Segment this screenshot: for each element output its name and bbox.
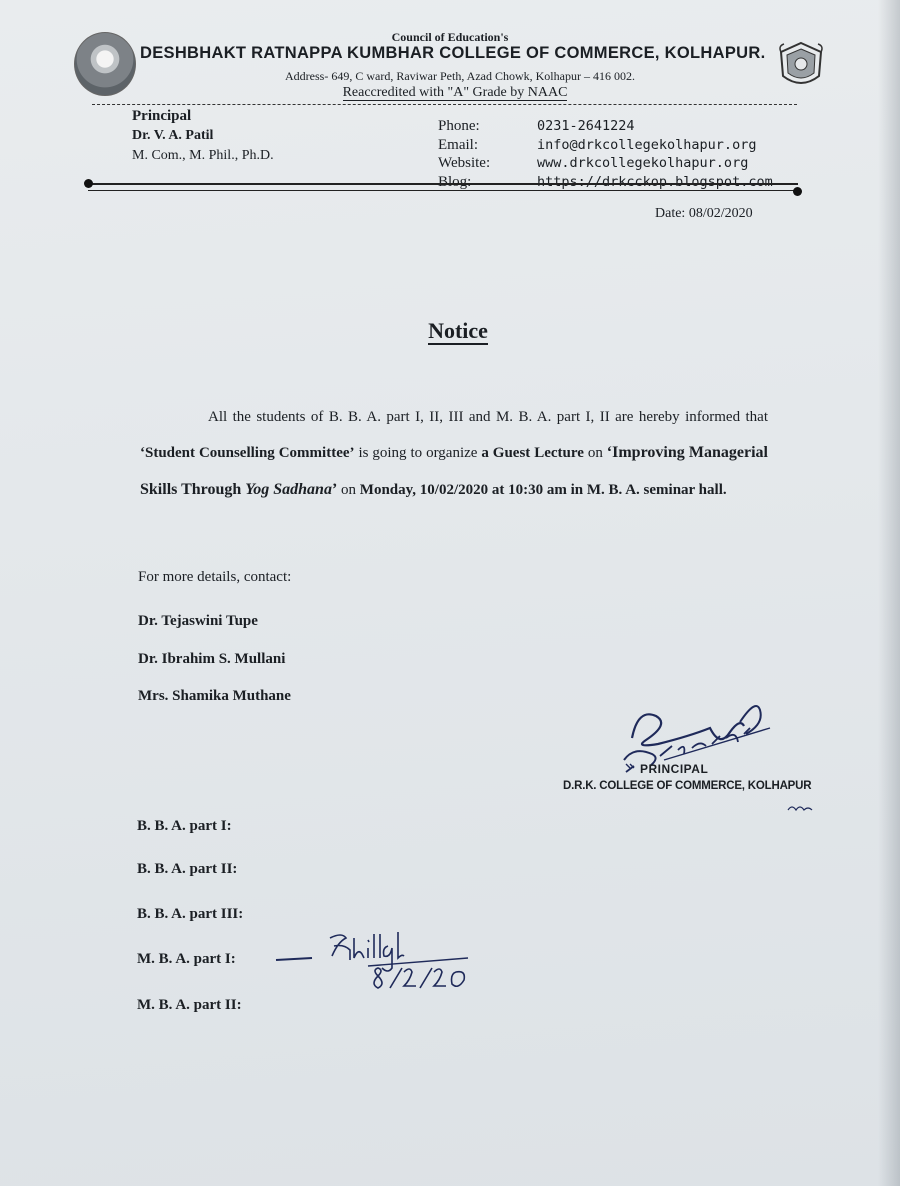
class-acknowledgement: B. B. A. part III: xyxy=(137,906,244,922)
handwritten-acknowledgement-icon xyxy=(272,924,492,994)
body-part-3: on xyxy=(583,445,607,462)
phone-row xyxy=(438,117,773,136)
committee-name: ‘Student Counselling Committee’ xyxy=(140,445,355,462)
email-value: info@drkcollegekolhapur.org xyxy=(537,136,757,153)
class-acknowledgement: M. B. A. part II: xyxy=(137,997,242,1013)
topic-part-a: ‘Improving Managerial Skills Through xyxy=(140,444,768,498)
class-acknowledgement: M. B. A. part I: xyxy=(137,951,236,967)
topic-part-b: Yog Sadhana xyxy=(245,480,332,498)
class-acknowledgement: B. B. A. part I: xyxy=(137,818,232,834)
rule-end-dot-left xyxy=(84,179,93,188)
contact-block xyxy=(438,117,773,191)
principal-stamp-title: PRINCIPAL xyxy=(640,762,709,776)
header-dashed-divider xyxy=(92,104,797,105)
college-name: DESHBHAKT RATNAPPA KUMBHAR COLLEGE OF COMMERCE, KOLHAPUR. xyxy=(140,44,766,62)
contact-person: Dr. Ibrahim S. Mullani xyxy=(138,651,286,667)
email-label: Email: xyxy=(438,136,478,153)
blog-label: Blog: xyxy=(438,173,472,190)
notice-date: Date: 08/02/2020 xyxy=(655,206,753,221)
principal-qualifications: M. Com., M. Phil., Ph.D. xyxy=(132,148,274,163)
email-row xyxy=(438,136,773,155)
website-label: Website: xyxy=(438,155,491,171)
notice-title-text: Notice xyxy=(428,318,488,343)
college-address: Address- 649, C ward, Raviwar Peth, Azad Chowk, Kolhapur – 416 002. xyxy=(285,69,635,83)
principal-title: Principal xyxy=(132,108,192,124)
class-acknowledgement: B. B. A. part II: xyxy=(137,861,238,877)
rule-end-dot-right xyxy=(793,187,802,196)
phone-value: 0231-2641224 xyxy=(537,118,635,134)
more-details-label: For more details, contact: xyxy=(138,569,292,585)
accreditation-line xyxy=(0,85,900,101)
council-line: Council of Education's xyxy=(391,30,509,44)
contact-person: Mrs. Shamika Muthane xyxy=(138,688,291,704)
blog-value: https://drkcckop.blogspot.com xyxy=(537,173,773,190)
lecture-when: Monday, 10/02/2020 at 10:30 am in M. B. A. seminar hall. xyxy=(359,481,727,498)
principal-name: Dr. V. A. Patil xyxy=(132,128,214,143)
accreditation-text: Reaccredited with "A" Grade by NAAC xyxy=(342,85,568,100)
notice-title xyxy=(0,318,900,344)
principal-signature-icon xyxy=(560,688,830,828)
phone-label: Phone: xyxy=(438,118,480,134)
guest-lecture: a Guest Lecture xyxy=(481,445,584,462)
body-part-2: is going to organize xyxy=(354,445,482,462)
principal-stamp-college: D.R.K. COLLEGE OF COMMERCE, KOLHAPUR xyxy=(563,780,812,792)
website-value: www.drkcollegekolhapur.org xyxy=(537,155,749,171)
body-part-1: All the students of B. B. A. part I, II, III and M. B. A. part I, II are hereby informed that xyxy=(208,409,768,425)
paper-edge-shadow xyxy=(878,0,900,1186)
header-rule-bottom xyxy=(88,190,798,191)
website-row xyxy=(438,154,773,173)
topic-part-c: ’ xyxy=(331,480,338,498)
contact-person: Dr. Tejaswini Tupe xyxy=(138,613,258,629)
header-rule-top xyxy=(88,183,798,185)
body-part-4: on xyxy=(337,481,360,498)
notice-body xyxy=(140,399,768,508)
blog-row xyxy=(438,173,773,192)
